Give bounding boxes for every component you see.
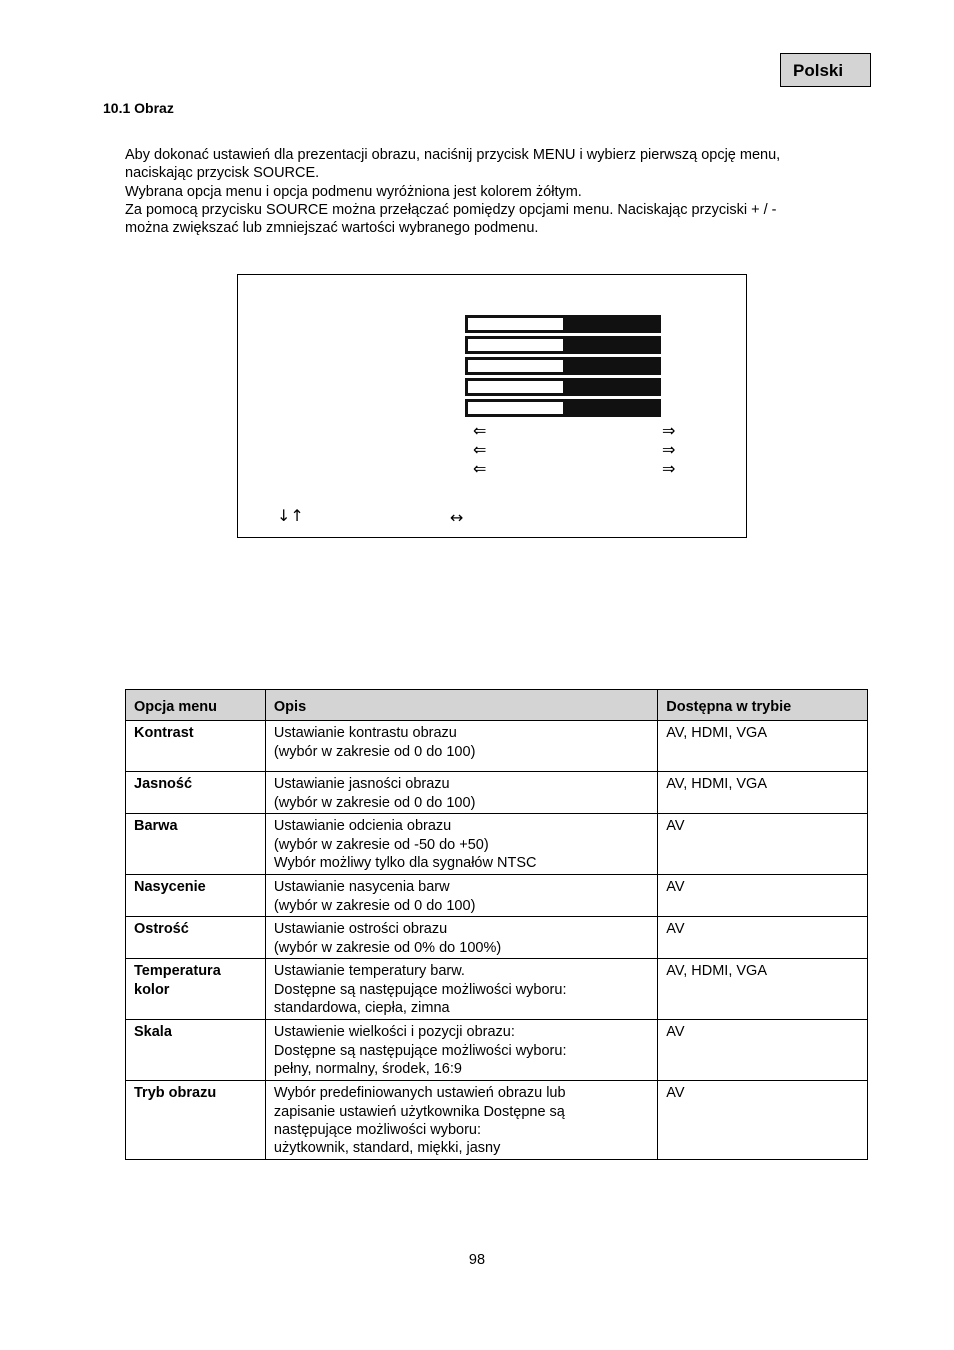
description-line: Ustawianie ostrości obrazu: [273, 921, 448, 938]
option-name: Nasycenie: [126, 875, 266, 917]
section-heading: 10.1 Obraz: [103, 100, 174, 116]
table-row: [126, 721, 868, 772]
description-line: następujące możliwości wyboru:: [273, 1121, 482, 1138]
left-double-arrow-icon: ⇐: [473, 421, 487, 440]
description-line: (wybór w zakresie od 0% do 100%): [273, 939, 502, 956]
description-line: Dostępne są następujące możliwości wyboru:: [273, 1042, 567, 1059]
description-line: Ustawianie temperatury barw.: [273, 963, 465, 980]
column-header-description: Opis: [265, 690, 657, 721]
table-row: [126, 917, 868, 959]
table-row: [126, 1020, 868, 1081]
right-double-arrow-icon: ⇒: [662, 459, 676, 478]
osd-level-bar: [465, 336, 661, 354]
description-line: (wybór w zakresie od 0 do 100): [273, 897, 476, 914]
option-mode: AV, HDMI, VGA: [658, 959, 868, 1020]
column-header-mode: Dostępna w trybie: [658, 690, 868, 721]
description-line: (wybór w zakresie od 0 do 100): [273, 743, 476, 760]
option-mode: AV: [658, 875, 868, 917]
description-line: Ustawianie odcienia obrazu: [273, 818, 452, 835]
table-row: [126, 814, 868, 875]
option-mode: AV: [658, 1020, 868, 1081]
option-name: Ostrość: [126, 917, 266, 959]
osd-level-fill: [468, 318, 563, 330]
osd-level-bar: [465, 378, 661, 396]
description-line: Wybór możliwy tylko dla sygnałów NTSC: [273, 854, 537, 871]
option-mode: AV: [658, 814, 868, 875]
page-number: 98: [468, 1252, 486, 1268]
option-name: Tryb obrazu: [126, 1081, 266, 1160]
description-line: (wybór w zakresie od 0 do 100): [273, 794, 476, 811]
description-line: pełny, normalny, środek, 16:9: [273, 1060, 462, 1077]
description-line: Ustawianie kontrastu obrazu: [273, 725, 457, 742]
osd-level-fill: [468, 339, 563, 351]
description-line: Ustawianie jasności obrazu: [273, 776, 450, 793]
option-name: Skala: [126, 1020, 266, 1081]
left-double-arrow-icon: ⇐: [473, 459, 487, 478]
osd-level-fill: [468, 402, 563, 414]
option-name: Kontrast: [126, 721, 266, 772]
option-name: Barwa: [126, 814, 266, 875]
table-header-row: [126, 690, 868, 721]
option-description: [265, 917, 657, 959]
intro-line: Aby dokonać ustawień dla prezentacji obrazu, naciśnij przycisk MENU i wybierz pierwszą opcję menu,: [125, 147, 781, 163]
option-mode: AV, HDMI, VGA: [658, 721, 868, 772]
left-double-arrow-icon: ⇐: [473, 440, 487, 459]
option-description: [265, 959, 657, 1020]
table-row: [126, 772, 868, 814]
table-row: [126, 959, 868, 1020]
intro-line: Wybrana opcja menu i opcja podmenu wyróżniona jest kolorem żółtym.: [125, 183, 582, 200]
osd-menu-illustration: [237, 274, 747, 538]
intro-text: [125, 146, 865, 237]
osd-level-bar: [465, 399, 661, 417]
table-row: [126, 1081, 868, 1160]
description-line: użytkownik, standard, miękki, jasny: [273, 1140, 501, 1157]
option-description: [265, 1081, 657, 1160]
description-line: (wybór w zakresie od -50 do +50): [273, 836, 489, 853]
option-description: [265, 721, 657, 772]
option-mode: AV: [658, 917, 868, 959]
description-line: standardowa, ciepła, zimna: [273, 999, 450, 1016]
description-line: Ustawienie wielkości i pozycji obrazu:: [273, 1024, 515, 1041]
option-description: [265, 1020, 657, 1081]
option-name: Jasność: [126, 772, 266, 814]
language-badge: Polski: [780, 53, 871, 87]
osd-level-fill: [468, 360, 563, 372]
osd-level-bar: [465, 357, 661, 375]
description-line: Dostępne są następujące możliwości wyboru:: [273, 981, 567, 998]
option-description: [265, 814, 657, 875]
option-description: [265, 875, 657, 917]
column-header-option: Opcja menu: [126, 690, 266, 721]
description-line: Ustawianie nasycenia barw: [273, 879, 450, 896]
option-mode: AV: [658, 1081, 868, 1160]
osd-level-fill: [468, 381, 563, 393]
table-row: [126, 875, 868, 917]
option-mode: AV, HDMI, VGA: [658, 772, 868, 814]
left-right-arrow-icon: ↔: [450, 508, 464, 527]
right-double-arrow-icon: ⇒: [662, 440, 676, 459]
description-line: Wybór predefiniowanych ustawień obrazu lub: [273, 1085, 566, 1102]
up-down-arrows-icon: ↓↑: [277, 506, 304, 525]
intro-line: Za pomocą przycisku SOURCE można przełączać pomiędzy opcjami menu. Naciskając przyciski + / -: [125, 201, 777, 218]
right-double-arrow-icon: ⇒: [662, 421, 676, 440]
intro-line: można zwiększać lub zmniejszać wartości wybranego podmenu.: [125, 220, 539, 237]
description-line: zapisanie ustawień użytkownika Dostępne są: [273, 1103, 565, 1120]
option-name: Temperatura kolor: [126, 959, 266, 1020]
option-description: [265, 772, 657, 814]
osd-level-bar: [465, 315, 661, 333]
menu-options-table: [125, 689, 868, 1160]
intro-line: naciskając przycisk SOURCE.: [125, 165, 320, 182]
